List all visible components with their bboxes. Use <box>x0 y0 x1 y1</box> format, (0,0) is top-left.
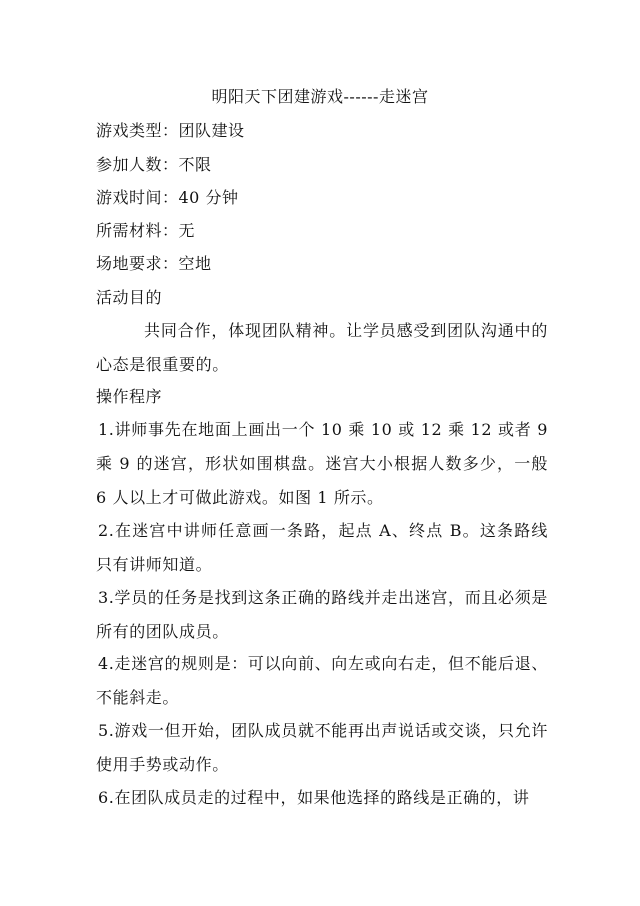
document-title: 明阳天下团建游戏------走迷宫 <box>211 87 429 106</box>
procedure-heading: 操作程序 <box>96 387 163 406</box>
info-venue: 场地要求：空地 <box>96 254 212 273</box>
info-participants: 参加人数：不限 <box>96 155 212 174</box>
info-game-type: 游戏类型：团队建设 <box>96 121 245 140</box>
info-materials: 所需材料：无 <box>96 221 196 240</box>
step-1: 1.讲师事先在地面上画出一个 10 乘 10 或 12 乘 12 或者 9 乘 9 的迷宫，形状如围棋盘。迷宫大小根据人数多少，一般 6 人以上才可做此游戏。如图 1 所示。 <box>96 420 548 507</box>
purpose-paragraph: 共同合作，体现团队精神。让学员感受到团队沟通中的心态是很重要的。 <box>96 321 548 374</box>
step-2: 2.在迷宫中讲师任意画一条路，起点 A、终点 B。这条路线只有讲师知道。 <box>96 521 548 574</box>
step-4: 4.走迷宫的规则是：可以向前、向左或向右走，但不能后退、不能斜走。 <box>96 654 548 707</box>
purpose-heading: 活动目的 <box>96 288 163 307</box>
step-6: 6.在团队成员走的过程中，如果他选择的路线是正确的，讲 <box>98 788 530 807</box>
step-5: 5.游戏一但开始，团队成员就不能再出声说话或交谈，只允许使用手势或动作。 <box>96 721 548 774</box>
info-duration: 游戏时间：40 分钟 <box>96 188 239 207</box>
step-3: 3.学员的任务是找到这条正确的路线并走出迷宫，而且必须是所有的团队成员。 <box>96 588 548 641</box>
